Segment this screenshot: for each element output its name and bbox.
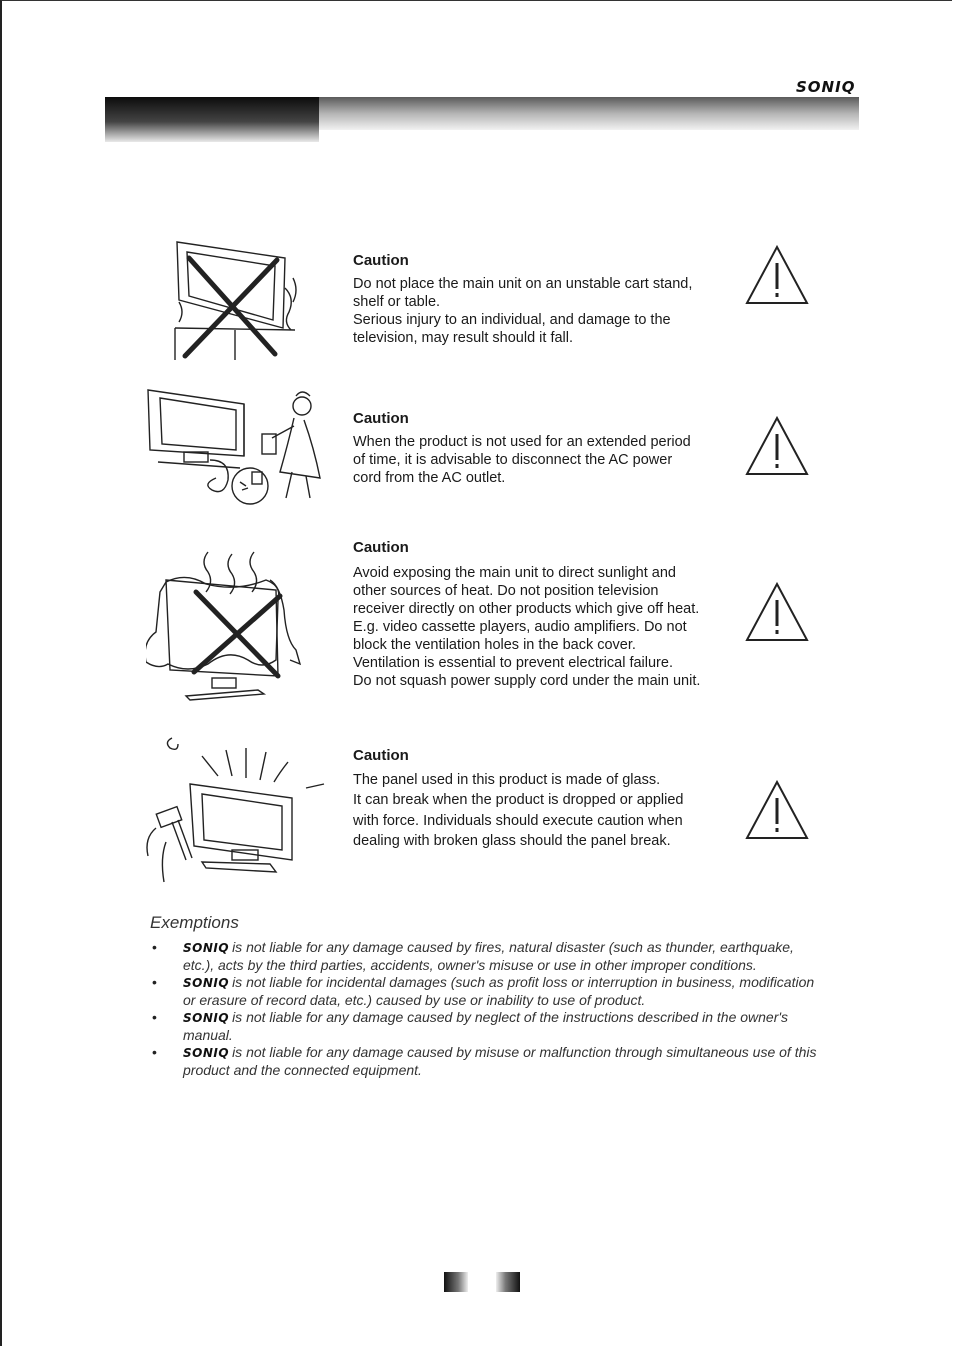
caution-title: Caution: [353, 747, 409, 764]
page-number-marker-right: [496, 1272, 520, 1292]
header-bar: [318, 97, 859, 130]
caution-title: Caution: [353, 539, 409, 556]
caution-title: Caution: [353, 252, 409, 269]
caution-text: When the product is not used for an extended period: [353, 434, 691, 450]
brand-logo-inline: SONIQ: [183, 976, 230, 990]
brand-logo-inline: SONIQ: [183, 1011, 230, 1025]
warning-triangle-icon: [745, 582, 809, 642]
exemptions-title: Exemptions: [150, 913, 239, 932]
exemptions-list: [150, 939, 820, 1079]
warning-triangle-icon: [745, 416, 809, 476]
caution-text: It can break when the product is dropped or applied: [353, 792, 684, 809]
brand-logo-inline: SONIQ: [183, 941, 230, 955]
tv-on-unstable-stand-illustration: [165, 238, 305, 362]
brand-logo-inline: SONIQ: [183, 1046, 230, 1060]
caution-title: Caution: [353, 410, 409, 427]
covered-tv-heat-illustration: [146, 550, 302, 702]
caution-block-1: [353, 252, 733, 347]
brand-logo: SONIQ: [796, 78, 856, 96]
caution-text: block the ventilation holes in the back cover.: [353, 637, 636, 653]
bullet: •: [152, 939, 157, 955]
exemption-item: [150, 1009, 820, 1044]
caution-text: Do not place the main unit on an unstable cart stand,: [353, 276, 693, 292]
caution-text: cord from the AC outlet.: [353, 470, 506, 486]
exemption-item: [150, 974, 820, 1009]
caution-text: other sources of heat. Do not position television: [353, 583, 659, 599]
person-unplugging-tv-illustration: [144, 386, 324, 508]
caution-text: dealing with broken glass should the panel break.: [353, 832, 671, 849]
caution-text: receiver directly on other products which give off heat.: [353, 601, 700, 617]
exemption-item: [150, 1044, 820, 1079]
header-tab: [105, 97, 319, 142]
caution-text: Avoid exposing the main unit to direct sunlight and: [353, 565, 676, 581]
hammer-striking-tv-illustration: [142, 732, 328, 888]
caution-block-4: [353, 747, 733, 851]
exemption-text: is not liable for any damage caused by fires, natural disaster (such as thunder, earthquake, etc.), acts by the third parties, accidents, owner's misuse or use in other improper conditions.: [183, 939, 794, 973]
caution-block-2: [353, 410, 733, 487]
warning-triangle-icon: [745, 780, 809, 840]
caution-text: shelf or table.: [353, 294, 441, 310]
bullet: •: [152, 1009, 157, 1025]
caution-text: E.g. video cassette players, audio amplifiers. Do not: [353, 619, 687, 635]
exemption-text: is not liable for incidental damages (such as profit loss or interruption in business, modification or erasure of record data, etc.) caused by use or inability to use of product.: [183, 974, 815, 1008]
caution-text: The panel used in this product is made of glass.: [353, 772, 661, 788]
caution-text: television, may result should it fall.: [353, 330, 574, 346]
page-number-marker-left: [444, 1272, 468, 1292]
caution-text: Serious injury to an individual, and damage to the: [353, 312, 671, 328]
exemption-text: is not liable for any damage caused by misuse or malfunction through simultaneous use of this product and the connected equipment.: [183, 1044, 817, 1078]
caution-text: Ventilation is essential to prevent electrical failure.: [353, 655, 673, 671]
exemption-item: [150, 939, 820, 974]
caution-block-3: [353, 539, 733, 690]
exemption-text: is not liable for any damage caused by neglect of the instructions described in the owner's manual.: [183, 1009, 789, 1043]
caution-text: of time, it is advisable to disconnect the AC power: [353, 452, 673, 468]
warning-triangle-icon: [745, 245, 809, 305]
bullet: •: [152, 1044, 157, 1060]
bullet: •: [152, 974, 157, 990]
caution-text: with force. Individuals should execute caution when: [353, 812, 683, 829]
caution-text: Do not squash power supply cord under the main unit.: [353, 673, 701, 689]
